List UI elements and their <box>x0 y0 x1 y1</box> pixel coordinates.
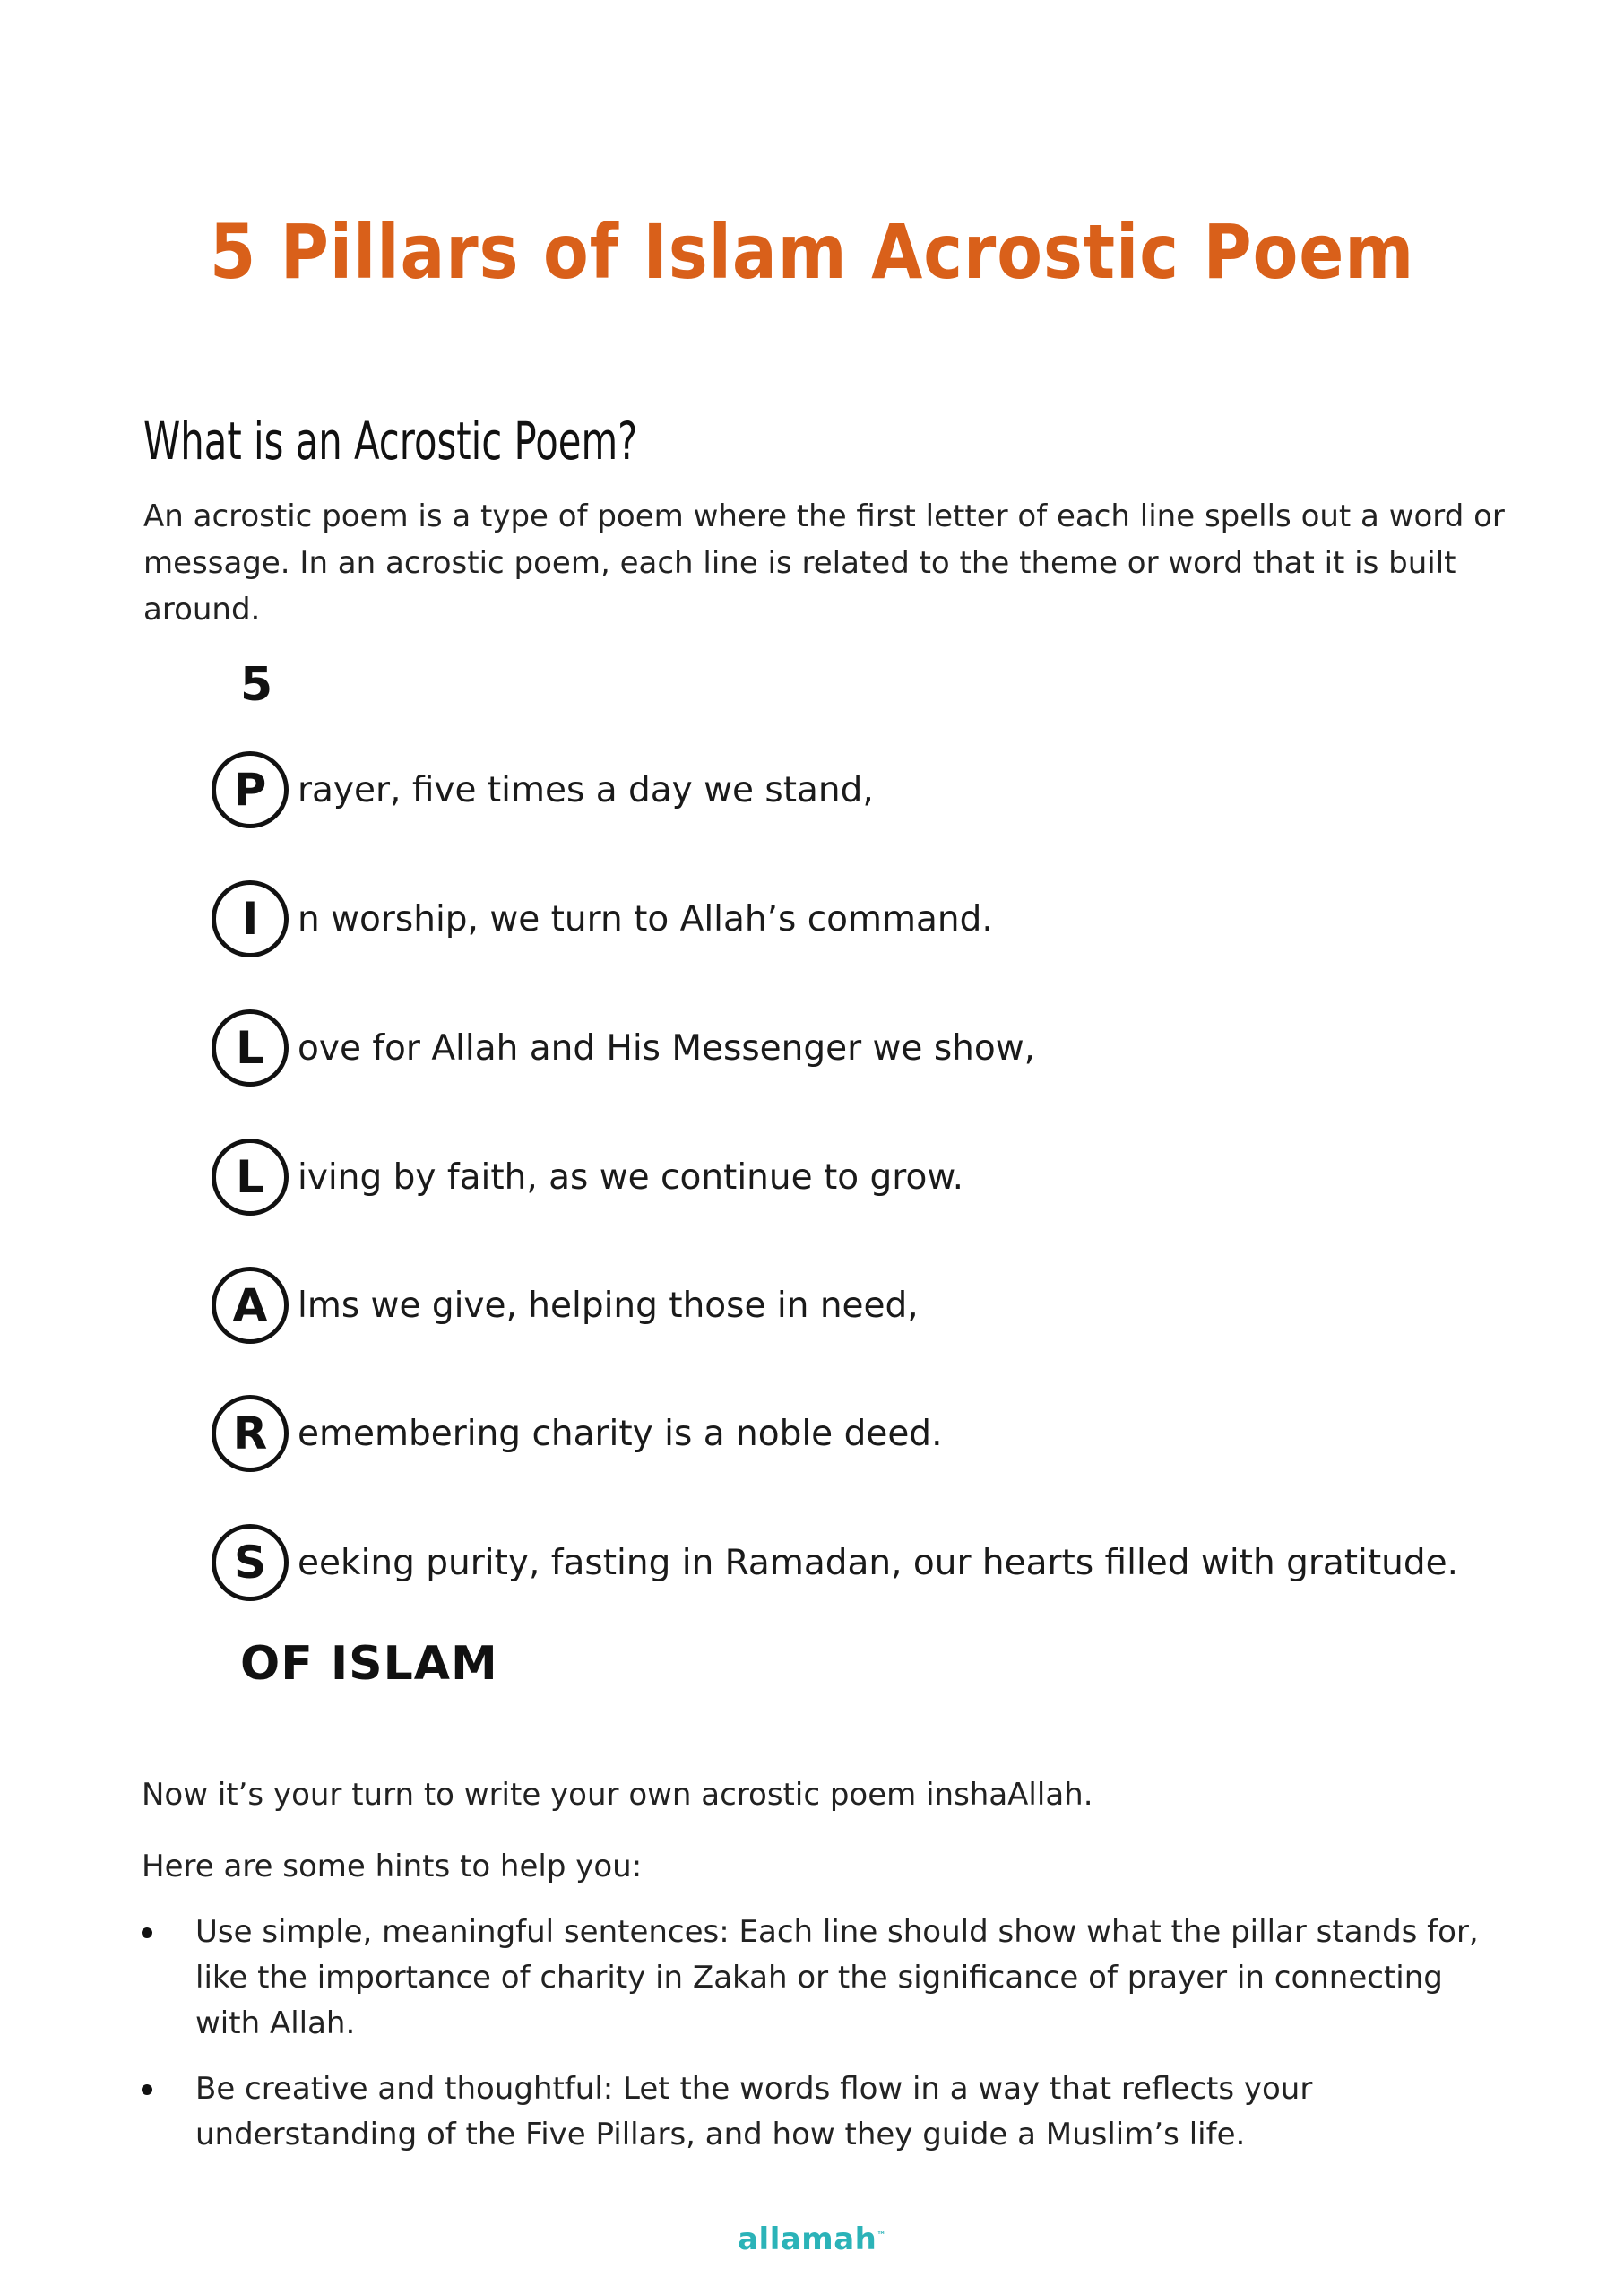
poem-line-r <box>212 1393 942 1474</box>
poem-line-a <box>212 1265 919 1346</box>
hint-text: Be creative and thoughtful: Let the words flow in a way that reflects your understanding of the Five Pillars, and how they guide a Muslim’s life. <box>195 2071 1313 2152</box>
bullet-icon <box>142 1927 152 1938</box>
bullet-icon <box>142 2084 152 2095</box>
poem-line-i <box>212 879 993 959</box>
hints-intro: Here are some hints to help you: <box>142 1849 643 1884</box>
poem-bottom-word: OF ISLAM <box>240 1637 498 1691</box>
poem-line-text: eeking purity, fasting in Ramadan, our hearts filled with gratitude. <box>298 1542 1459 1583</box>
letter-circle-r: R <box>212 1395 289 1472</box>
poem-top-word: 5 <box>240 658 273 712</box>
poem-line-text: iving by faith, as we continue to grow. <box>298 1156 964 1198</box>
brand-logo <box>0 2221 1624 2257</box>
poem-line-l1 <box>212 1008 1035 1088</box>
page-title: 5 Pillars of Islam Acrostic Poem <box>209 208 1415 296</box>
trademark-icon: ™ <box>877 2230 886 2241</box>
poem-line-text: n worship, we turn to Allah’s command. <box>298 898 993 940</box>
letter-circle-i: I <box>212 880 289 957</box>
letter-circle-a: A <box>212 1267 289 1344</box>
letter-circle-s: S <box>212 1524 289 1601</box>
section-heading: What is an Acrostic Poem? <box>143 411 638 472</box>
poem-line-p <box>212 749 874 830</box>
hint-item <box>142 1910 1513 2047</box>
prompt-text: Now it’s your turn to write your own acrostic poem inshaAllah. <box>142 1777 1093 1813</box>
poem-line-text: rayer, five times a day we stand, <box>298 769 874 810</box>
poem-line-text: ove for Allah and His Messenger we show, <box>298 1027 1036 1069</box>
logo-text: allamah <box>738 2221 877 2257</box>
hint-item <box>142 2066 1513 2158</box>
letter-circle-l: L <box>212 1139 289 1216</box>
intro-paragraph: An acrostic poem is a type of poem where the first letter of each line spells out a word or message. In an acrostic poem, each line is related to the theme or word that it is built around. <box>143 498 1505 628</box>
hints-list <box>142 1910 1513 2178</box>
letter-circle-p: P <box>212 751 289 828</box>
poem-line-text: lms we give, helping those in need, <box>298 1285 919 1326</box>
hint-text: Use simple, meaningful sentences: Each line should show what the pillar stands for, like the importance of charity in Zakah or the significance of prayer in connecting with Allah. <box>195 1914 1479 2041</box>
poem-line-s <box>212 1522 1458 1603</box>
poem-line-text: emembering charity is a noble deed. <box>298 1413 943 1454</box>
poem-line-l2 <box>212 1137 963 1217</box>
letter-circle-l: L <box>212 1009 289 1087</box>
